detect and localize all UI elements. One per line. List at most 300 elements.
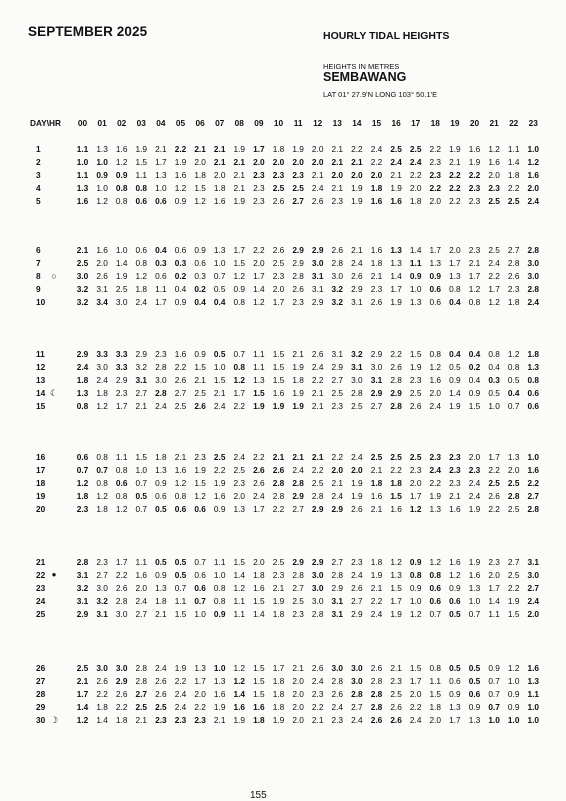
tide-height-cell: 3.0 xyxy=(155,374,167,385)
tide-height-cell: 1.6 xyxy=(449,557,461,567)
tide-height-cell: 2.2 xyxy=(429,144,442,154)
tide-height-cell: 1.1 xyxy=(174,595,187,606)
tide-height-cell: 0.6 xyxy=(527,387,540,398)
tide-height-cell: 2.2 xyxy=(311,464,324,475)
tide-height-cell: 2.6 xyxy=(311,663,324,673)
tide-height-cell: 1.6 xyxy=(174,349,187,359)
tide-height-cell: 2.6 xyxy=(390,701,402,712)
tide-height-cell: 1.0 xyxy=(213,663,226,673)
tide-height-cell: 0.5 xyxy=(174,557,187,567)
tide-height-cell: 1.5 xyxy=(390,490,402,501)
tide-height-cell: 1.0 xyxy=(155,182,167,193)
tide-height-cell: 3.1 xyxy=(527,557,540,567)
tide-height-cell: 0.7 xyxy=(429,608,442,619)
tide-height-cell: 2.0 xyxy=(331,464,344,475)
tide-height-cell: 1.3 xyxy=(429,257,442,268)
tide-height-cell: 2.3 xyxy=(507,283,520,294)
tide-height-cell: 2.2 xyxy=(253,245,265,255)
tide-height-cell: 2.9 xyxy=(311,245,324,255)
tide-height-cell: 1.5 xyxy=(272,374,285,385)
tide-height-cell: 2.7 xyxy=(507,557,520,567)
tide-height-cell: 1.6 xyxy=(429,374,442,385)
tide-height-cell: 0.7 xyxy=(194,557,206,567)
tide-height-cell: 1.2 xyxy=(135,270,148,281)
tide-height-cell: 1.8 xyxy=(253,714,265,725)
day-number: 28 xyxy=(36,688,46,699)
tide-height-cell: 2.0 xyxy=(194,688,206,699)
tide-height-cell: 1.5 xyxy=(194,477,206,488)
tide-height-cell: 2.4 xyxy=(155,400,167,411)
tide-height-cell: 2.6 xyxy=(292,283,304,294)
tide-height-cell: 0.8 xyxy=(115,195,128,206)
hour-header: 08 xyxy=(234,118,244,128)
tide-height-cell: 2.1 xyxy=(311,169,324,180)
tide-height-cell: 1.9 xyxy=(174,156,187,167)
tide-height-cell: 2.0 xyxy=(527,182,540,193)
hour-header: 23 xyxy=(528,118,538,128)
tide-height-cell: 1.6 xyxy=(115,144,128,154)
tide-height-cell: 1.0 xyxy=(213,361,226,372)
tide-height-cell: 2.1 xyxy=(311,714,324,725)
tide-height-cell: 1.2 xyxy=(449,569,461,580)
tide-height-cell: 3.0 xyxy=(351,374,363,385)
tide-height-cell: 2.4 xyxy=(253,490,265,501)
tide-height-cell: 0.4 xyxy=(507,387,520,398)
tide-height-cell: 2.6 xyxy=(370,296,383,307)
tide-height-cell: 2.7 xyxy=(527,490,540,501)
tide-height-cell: 2.0 xyxy=(409,477,422,488)
tide-height-cell: 1.3 xyxy=(96,144,108,154)
tide-height-cell: 2.2 xyxy=(311,374,324,385)
tide-height-cell: 1.9 xyxy=(115,270,128,281)
tide-height-cell: 2.0 xyxy=(311,144,324,154)
tide-height-cell: 2.6 xyxy=(311,349,324,359)
tide-height-cell: 1.7 xyxy=(390,283,402,294)
tide-height-cell: 2.7 xyxy=(292,503,304,514)
day-number: 15 xyxy=(36,400,46,411)
tide-height-cell: 1.4 xyxy=(507,156,520,167)
tide-height-cell: 2.2 xyxy=(272,503,285,514)
tide-height-cell: 3.0 xyxy=(115,663,128,673)
tide-height-cell: 0.7 xyxy=(135,503,148,514)
tide-height-cell: 2.4 xyxy=(331,490,344,501)
tide-height-cell: 2.1 xyxy=(390,663,402,673)
tide-height-cell: 2.8 xyxy=(370,675,383,686)
tide-height-cell: 1.4 xyxy=(409,245,422,255)
tide-height-cell: 1.5 xyxy=(429,688,442,699)
tide-height-cell: 1.4 xyxy=(488,595,500,606)
tide-height-cell: 2.8 xyxy=(527,245,540,255)
tide-height-cell: 2.1 xyxy=(213,156,226,167)
tide-height-cell: 2.8 xyxy=(292,270,304,281)
tide-height-cell: 2.0 xyxy=(135,582,148,593)
tide-height-cell: 1.7 xyxy=(488,283,500,294)
tide-height-cell: 2.6 xyxy=(194,400,206,411)
tide-height-cell: 2.0 xyxy=(194,156,206,167)
tide-height-cell: 1.0 xyxy=(527,452,540,462)
tide-height-cell: 2.1 xyxy=(390,169,402,180)
tide-height-cell: 1.7 xyxy=(449,257,461,268)
tide-height-cell: 0.7 xyxy=(194,595,206,606)
tide-height-cell: 1.8 xyxy=(213,182,226,193)
day-number: 1 xyxy=(36,144,41,154)
tide-height-cell: 1.7 xyxy=(76,688,89,699)
tide-height-cell: 2.0 xyxy=(253,257,265,268)
tide-height-cell: 1.1 xyxy=(76,169,89,180)
tide-height-cell: 2.0 xyxy=(96,257,108,268)
tide-height-cell: 1.9 xyxy=(233,195,246,206)
tide-height-cell: 1.1 xyxy=(213,557,226,567)
tide-height-cell: 0.7 xyxy=(213,270,226,281)
tide-height-cell: 0.7 xyxy=(135,477,148,488)
tide-height-cell: 2.8 xyxy=(311,608,324,619)
tide-height-cell: 1.8 xyxy=(272,675,285,686)
tide-height-cell: 2.6 xyxy=(331,688,344,699)
tide-height-cell: 1.0 xyxy=(409,283,422,294)
tide-height-cell: 2.7 xyxy=(507,245,520,255)
tide-height-cell: 2.6 xyxy=(409,400,422,411)
tide-height-cell: 2.5 xyxy=(331,387,344,398)
day-number: 4 xyxy=(36,182,41,193)
tide-height-cell: 0.7 xyxy=(96,464,108,475)
tide-height-cell: 1.2 xyxy=(253,296,265,307)
tide-height-cell: 1.9 xyxy=(468,156,481,167)
tide-height-cell: 1.8 xyxy=(370,182,383,193)
tide-height-cell: 0.5 xyxy=(507,374,520,385)
tide-height-cell: 2.3 xyxy=(292,169,304,180)
tide-height-cell: 3.1 xyxy=(351,361,363,372)
tide-height-cell: 2.4 xyxy=(311,182,324,193)
tide-height-cell: 1.3 xyxy=(527,361,540,372)
tide-height-cell: 2.3 xyxy=(174,714,187,725)
tide-height-cell: 2.1 xyxy=(213,387,226,398)
tide-height-cell: 1.2 xyxy=(194,195,206,206)
tide-height-cell: 1.8 xyxy=(253,569,265,580)
tide-height-cell: 3.0 xyxy=(351,663,363,673)
tide-height-cell: 0.7 xyxy=(174,582,187,593)
tide-height-cell: 1.5 xyxy=(272,349,285,359)
tide-height-cell: 3.0 xyxy=(96,663,108,673)
tide-height-cell: 1.8 xyxy=(272,688,285,699)
tide-height-cell: 0.9 xyxy=(194,349,206,359)
tide-height-cell: 0.9 xyxy=(409,270,422,281)
tide-height-cell: 1.0 xyxy=(527,714,540,725)
tide-height-cell: 1.9 xyxy=(409,361,422,372)
page-number: 155 xyxy=(250,790,267,801)
tide-height-cell: 2.8 xyxy=(370,688,383,699)
tide-height-cell: 2.1 xyxy=(174,452,187,462)
station-name: SEMBAWANG xyxy=(323,70,407,84)
tide-height-cell: 1.7 xyxy=(272,663,285,673)
hour-header: 21 xyxy=(489,118,499,128)
tide-height-cell: 2.3 xyxy=(292,608,304,619)
tide-height-cell: 2.9 xyxy=(351,283,363,294)
tide-height-cell: 1.6 xyxy=(468,569,481,580)
day-number: 19 xyxy=(36,490,46,501)
tide-height-cell: 0.8 xyxy=(213,582,226,593)
tide-height-cell: 2.5 xyxy=(115,283,128,294)
tide-height-cell: 2.0 xyxy=(507,464,520,475)
tide-height-cell: 0.8 xyxy=(468,296,481,307)
tide-height-cell: 2.1 xyxy=(449,490,461,501)
tide-height-cell: 1.2 xyxy=(115,503,128,514)
tide-height-cell: 1.2 xyxy=(390,557,402,567)
moon-phase-icon: ○ xyxy=(51,270,57,281)
tide-height-cell: 2.1 xyxy=(370,270,383,281)
tide-height-cell: 1.7 xyxy=(429,245,442,255)
tide-height-cell: 0.5 xyxy=(488,387,500,398)
tide-height-cell: 1.6 xyxy=(174,464,187,475)
tide-height-cell: 0.5 xyxy=(174,569,187,580)
tide-height-cell: 2.0 xyxy=(351,169,363,180)
tide-height-cell: 0.6 xyxy=(115,477,128,488)
tide-height-cell: 1.5 xyxy=(194,361,206,372)
day-number: 6 xyxy=(36,245,41,255)
tide-height-cell: 3.1 xyxy=(351,296,363,307)
tide-height-cell: 1.5 xyxy=(213,374,226,385)
hour-header: 13 xyxy=(332,118,342,128)
tide-height-cell: 1.9 xyxy=(213,701,226,712)
tide-height-cell: 1.1 xyxy=(135,557,148,567)
tide-height-cell: 1.9 xyxy=(213,477,226,488)
tide-height-cell: 1.6 xyxy=(253,701,265,712)
hour-header: 07 xyxy=(215,118,225,128)
tide-height-cell: 2.9 xyxy=(370,349,383,359)
tide-height-cell: 2.0 xyxy=(292,688,304,699)
tide-height-cell: 1.9 xyxy=(174,663,187,673)
tide-height-cell: 0.9 xyxy=(194,245,206,255)
hour-header: 12 xyxy=(313,118,323,128)
tide-height-cell: 1.5 xyxy=(507,608,520,619)
tide-height-cell: 1.3 xyxy=(527,675,540,686)
tide-height-cell: 0.8 xyxy=(429,569,442,580)
tide-height-cell: 2.0 xyxy=(292,156,304,167)
tide-height-cell: 1.7 xyxy=(115,557,128,567)
tide-height-cell: 3.0 xyxy=(527,270,540,281)
tide-height-cell: 2.7 xyxy=(135,387,148,398)
tide-height-cell: 0.7 xyxy=(76,464,89,475)
hour-header: 02 xyxy=(117,118,127,128)
tide-height-cell: 2.1 xyxy=(331,144,344,154)
tide-height-cell: 0.5 xyxy=(449,663,461,673)
tide-height-cell: 2.9 xyxy=(76,608,89,619)
tide-height-cell: 2.2 xyxy=(390,464,402,475)
tide-height-cell: 2.5 xyxy=(194,387,206,398)
tide-height-cell: 2.4 xyxy=(429,400,442,411)
tide-height-cell: 1.2 xyxy=(488,144,500,154)
tide-height-cell: 2.0 xyxy=(292,675,304,686)
day-number: 21 xyxy=(36,557,46,567)
tide-height-cell: 0.5 xyxy=(213,283,226,294)
tide-height-cell: 3.2 xyxy=(135,361,148,372)
tide-height-cell: 0.8 xyxy=(488,349,500,359)
tide-height-cell: 1.7 xyxy=(233,387,246,398)
tide-height-cell: 3.3 xyxy=(115,349,128,359)
day-number: 7 xyxy=(36,257,41,268)
tide-height-cell: 1.0 xyxy=(468,595,481,606)
tide-height-cell: 2.9 xyxy=(115,675,128,686)
tide-height-cell: 2.4 xyxy=(331,701,344,712)
tide-height-cell: 1.2 xyxy=(76,714,89,725)
tide-height-cell: 2.3 xyxy=(253,195,265,206)
tide-height-cell: 2.1 xyxy=(292,452,304,462)
tide-height-cell: 0.6 xyxy=(527,400,540,411)
tide-height-cell: 0.8 xyxy=(96,477,108,488)
tide-height-cell: 1.3 xyxy=(429,503,442,514)
tide-height-cell: 1.4 xyxy=(253,608,265,619)
tide-height-cell: 1.0 xyxy=(96,156,108,167)
tide-height-cell: 2.2 xyxy=(115,701,128,712)
tide-height-cell: 1.9 xyxy=(272,595,285,606)
tide-height-cell: 0.6 xyxy=(194,257,206,268)
tide-height-cell: 2.6 xyxy=(96,675,108,686)
tide-height-cell: 3.1 xyxy=(370,374,383,385)
tide-height-cell: 2.5 xyxy=(292,595,304,606)
tide-height-cell: 2.2 xyxy=(311,701,324,712)
tide-height-cell: 1.6 xyxy=(449,503,461,514)
tide-height-cell: 1.3 xyxy=(213,245,226,255)
day-number: 3 xyxy=(36,169,41,180)
tide-height-cell: 2.2 xyxy=(390,349,402,359)
tide-height-cell: 0.8 xyxy=(174,490,187,501)
tide-height-cell: 1.9 xyxy=(390,296,402,307)
day-number: 10 xyxy=(36,296,46,307)
tide-height-cell: 2.4 xyxy=(390,156,402,167)
tide-height-cell: 1.5 xyxy=(468,400,481,411)
tide-height-cell: 1.0 xyxy=(488,400,500,411)
tide-height-cell: 0.4 xyxy=(194,296,206,307)
tide-height-cell: 2.3 xyxy=(272,270,285,281)
tide-height-cell: 1.8 xyxy=(370,477,383,488)
tide-height-cell: 2.1 xyxy=(351,156,363,167)
tide-height-cell: 2.1 xyxy=(370,464,383,475)
day-number: 27 xyxy=(36,675,46,686)
tide-height-cell: 2.0 xyxy=(449,245,461,255)
tide-height-cell: 0.9 xyxy=(507,701,520,712)
tide-height-cell: 2.6 xyxy=(253,477,265,488)
tide-height-cell: 0.8 xyxy=(135,182,148,193)
tide-height-cell: 0.3 xyxy=(488,374,500,385)
tide-height-cell: 2.3 xyxy=(468,182,481,193)
tide-height-cell: 2.3 xyxy=(370,283,383,294)
tide-height-cell: 2.1 xyxy=(370,503,383,514)
tide-height-cell: 1.1 xyxy=(253,361,265,372)
tide-height-cell: 1.3 xyxy=(449,701,461,712)
tide-height-cell: 0.7 xyxy=(488,688,500,699)
tide-height-cell: 2.1 xyxy=(292,663,304,673)
tide-height-cell: 1.9 xyxy=(194,464,206,475)
tide-height-cell: 2.0 xyxy=(331,169,344,180)
tide-height-cell: 2.8 xyxy=(155,387,167,398)
tide-height-cell: 1.2 xyxy=(194,490,206,501)
tide-height-cell: 1.5 xyxy=(194,182,206,193)
tide-height-cell: 2.2 xyxy=(174,675,187,686)
tide-height-cell: 2.3 xyxy=(390,675,402,686)
tide-height-cell: 1.9 xyxy=(390,608,402,619)
tide-height-cell: 2.7 xyxy=(135,688,148,699)
tide-height-cell: 3.0 xyxy=(311,582,324,593)
tide-height-cell: 2.9 xyxy=(292,245,304,255)
tide-height-cell: 1.9 xyxy=(351,182,363,193)
tide-height-cell: 2.1 xyxy=(233,182,246,193)
tide-height-cell: 2.8 xyxy=(272,477,285,488)
tide-height-cell: 1.8 xyxy=(155,452,167,462)
tide-height-cell: 2.9 xyxy=(135,349,148,359)
tide-height-cell: 1.3 xyxy=(155,582,167,593)
tide-height-cell: 1.9 xyxy=(449,144,461,154)
tide-height-cell: 2.8 xyxy=(390,400,402,411)
tide-height-cell: 1.9 xyxy=(390,182,402,193)
tide-height-cell: 2.3 xyxy=(409,464,422,475)
tide-height-cell: 1.6 xyxy=(527,169,540,180)
tide-height-cell: 1.2 xyxy=(409,503,422,514)
tide-height-cell: 1.8 xyxy=(155,595,167,606)
tide-height-cell: 2.2 xyxy=(488,503,500,514)
tide-height-cell: 1.7 xyxy=(233,245,246,255)
tide-height-cell: 2.3 xyxy=(429,156,442,167)
tide-height-cell: 1.3 xyxy=(449,270,461,281)
tide-height-cell: 1.9 xyxy=(351,477,363,488)
tide-height-cell: 2.8 xyxy=(351,387,363,398)
tide-height-cell: 2.6 xyxy=(370,663,383,673)
tide-height-cell: 1.1 xyxy=(253,349,265,359)
tide-height-cell: 1.2 xyxy=(76,477,89,488)
day-number: 26 xyxy=(36,663,46,673)
tide-height-cell: 1.8 xyxy=(272,144,285,154)
tide-height-cell: 2.1 xyxy=(272,582,285,593)
tide-height-cell: 3.0 xyxy=(76,270,89,281)
tide-height-cell: 3.0 xyxy=(96,582,108,593)
tide-height-cell: 1.4 xyxy=(449,387,461,398)
tide-height-cell: 2.1 xyxy=(331,156,344,167)
tide-height-cell: 0.6 xyxy=(135,245,148,255)
tide-height-cell: 2.0 xyxy=(429,195,442,206)
tide-height-cell: 2.2 xyxy=(429,182,442,193)
tide-height-cell: 3.0 xyxy=(331,663,344,673)
tide-height-cell: 2.8 xyxy=(135,675,148,686)
tide-height-cell: 0.8 xyxy=(429,349,442,359)
hour-header: 18 xyxy=(430,118,440,128)
moon-phase-icon: ☽ xyxy=(49,714,59,725)
tide-height-cell: 2.3 xyxy=(272,569,285,580)
tide-height-cell: 2.2 xyxy=(194,701,206,712)
tide-height-cell: 2.9 xyxy=(292,257,304,268)
day-number: 13 xyxy=(36,374,46,385)
tide-height-cell: 1.8 xyxy=(409,195,422,206)
tide-height-cell: 2.4 xyxy=(351,257,363,268)
tide-height-cell: 2.4 xyxy=(351,569,363,580)
tide-height-cell: 1.9 xyxy=(233,714,246,725)
tide-height-cell: 0.7 xyxy=(488,675,500,686)
tide-height-cell: 2.5 xyxy=(76,257,89,268)
tide-height-cell: 0.5 xyxy=(155,557,167,567)
tide-height-cell: 2.4 xyxy=(370,608,383,619)
tide-height-cell: 2.3 xyxy=(468,464,481,475)
tide-height-cell: 1.0 xyxy=(488,714,500,725)
tide-height-cell: 2.5 xyxy=(370,452,383,462)
tide-height-cell: 2.8 xyxy=(370,701,383,712)
tide-height-cell: 2.1 xyxy=(449,156,461,167)
tide-height-cell: 1.9 xyxy=(292,400,304,411)
tide-height-cell: 3.3 xyxy=(115,361,128,372)
tide-height-cell: 2.2 xyxy=(507,582,520,593)
tide-height-cell: 1.6 xyxy=(96,245,108,255)
tide-height-cell: 1.5 xyxy=(253,387,265,398)
tide-height-cell: 2.3 xyxy=(468,245,481,255)
tide-height-cell: 2.6 xyxy=(174,374,187,385)
tide-height-cell: 2.5 xyxy=(174,400,187,411)
tide-height-cell: 1.9 xyxy=(253,400,265,411)
